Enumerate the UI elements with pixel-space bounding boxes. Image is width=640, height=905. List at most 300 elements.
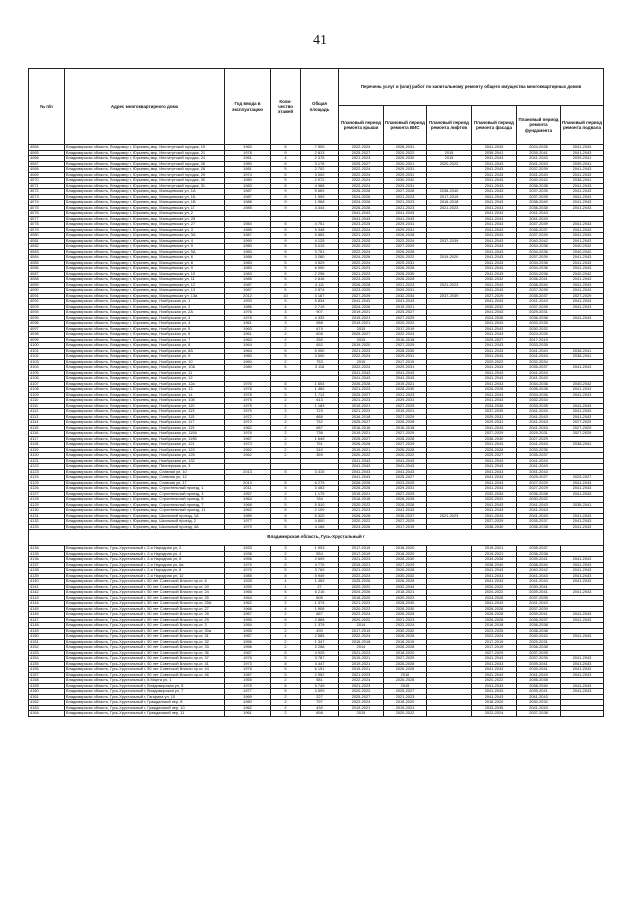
row-cell: 2 bbox=[271, 425, 301, 431]
row-cell: 1966 bbox=[225, 606, 271, 612]
row-address: Владимирская область, Владимир г, Юрьевец мкр, Ноябрьская ул, 123 bbox=[65, 447, 225, 453]
row-cell: 5 bbox=[271, 508, 301, 514]
row-cell: 2022-2024 bbox=[339, 634, 384, 640]
row-cell: 2021-2023 bbox=[339, 508, 384, 514]
row-address: Владимирская область, Гусь-Хрустальный г, 2-я Народная ул, 6 bbox=[65, 557, 225, 563]
row-cell: 2041-2043 bbox=[339, 216, 384, 222]
row-cell: 5 bbox=[271, 315, 301, 321]
row-cell: 2025-2027 bbox=[339, 420, 384, 426]
row-cell: 2024-2026 bbox=[339, 194, 384, 200]
row-address: Владимирская область, Гусь-Хрустальный г, 2-я Народная ул, 2 bbox=[65, 546, 225, 552]
row-number: 4107 bbox=[29, 381, 65, 387]
row-cell: 2041-2043 bbox=[561, 315, 604, 321]
row-address: Владимирская область, Владимир г, Юрьевец мкр, Ноябрьская ул, 7 bbox=[65, 337, 225, 343]
row-cell: 2037-2039 bbox=[517, 255, 561, 261]
row-cell: 227 bbox=[301, 694, 339, 700]
row-cell: 1 469 bbox=[301, 579, 339, 585]
row-cell: 5 bbox=[271, 392, 301, 398]
row-address: Владимирская область, Владимир г, Юрьевец мкр, Мальцевская ул, 27 bbox=[65, 222, 225, 228]
row-cell: 5 bbox=[271, 387, 301, 393]
row-cell: 5 bbox=[271, 271, 301, 277]
row-number: 4083 bbox=[29, 249, 65, 255]
row-cell: 2020-2022 bbox=[339, 519, 384, 525]
row-cell: 5 bbox=[271, 381, 301, 387]
row-cell: 5 834 bbox=[301, 299, 339, 305]
row-cell: 2022-2024 bbox=[472, 711, 517, 717]
row-cell: 2041-2043 bbox=[517, 348, 561, 354]
row-cell: 2029-2031 bbox=[472, 420, 517, 426]
row-address: Владимирская область, Владимир г, Юрьевец мкр, Ноябрьская ул, 8А bbox=[65, 348, 225, 354]
row-number: 4109 bbox=[29, 392, 65, 398]
row-number: 4137 bbox=[29, 562, 65, 568]
row-cell: 2026-2028 bbox=[384, 661, 427, 667]
row-cell: 2026-2028 bbox=[339, 381, 384, 387]
row-address: Владимирская область, Владимир г, Юрьевец мкр, Институтский городок, 21 bbox=[65, 150, 225, 156]
row-cell: 2041-2043 bbox=[561, 409, 604, 415]
row-cell: 2040-2042 bbox=[517, 634, 561, 640]
row-cell: 2041-2043 bbox=[472, 167, 517, 173]
row-cell: 1955 bbox=[225, 678, 271, 684]
row-cell: 2041-2043 bbox=[517, 601, 561, 607]
row-number: 4065 bbox=[29, 150, 65, 156]
row-cell: 2017-2019 bbox=[384, 359, 427, 365]
row-address: Владимирская область, Владимир г, Юрьевец мкр, Ноябрьская ул, 110 bbox=[65, 403, 225, 409]
row-number: 4158 bbox=[29, 678, 65, 684]
row-cell: 2041-2043 bbox=[561, 519, 604, 525]
row-cell: 2026-2028 bbox=[384, 497, 427, 503]
row-number: 4076 bbox=[29, 211, 65, 217]
row-cell: 2019-2021 bbox=[339, 403, 384, 409]
row-cell: 2039-2041 bbox=[517, 590, 561, 596]
row-cell: 5 bbox=[271, 260, 301, 266]
row-cell: 2017-2019 bbox=[517, 337, 561, 343]
row-cell: 2027-2029 bbox=[517, 486, 561, 492]
row-cell: 2041-2043 bbox=[472, 161, 517, 167]
row-cell: 2027-2029 bbox=[384, 442, 427, 448]
row-cell: 2037-2039 bbox=[517, 656, 561, 662]
row-cell: 2033-2035 bbox=[472, 705, 517, 711]
row-cell: 2022-2024 bbox=[339, 167, 384, 173]
row-cell: 2018-2020 bbox=[472, 700, 517, 706]
row-cell: 2 bbox=[271, 447, 301, 453]
row-cell: 608 bbox=[301, 332, 339, 338]
row-cell: 2025-2027 bbox=[339, 436, 384, 442]
row-cell: 2027-2029 bbox=[561, 293, 604, 299]
row-number: 4126 bbox=[29, 486, 65, 492]
row-cell: 5 749 bbox=[301, 683, 339, 689]
row-cell: 2016-2018 bbox=[384, 425, 427, 431]
row-cell: 9 bbox=[271, 189, 301, 195]
row-cell: 2038-2040 bbox=[517, 683, 561, 689]
row-cell: 2021-2023 bbox=[339, 557, 384, 563]
row-cell: 2035-2037 bbox=[517, 617, 561, 623]
row-cell: 2021-2023 bbox=[339, 156, 384, 162]
row-cell: 2026-2028 bbox=[384, 612, 427, 618]
row-cell: 2034-2036 bbox=[517, 271, 561, 277]
row-cell: 2041-2043 bbox=[561, 573, 604, 579]
row-cell: 2041-2043 bbox=[517, 172, 561, 178]
row-cell: 5 bbox=[271, 244, 301, 250]
row-cell: 2041-2043 bbox=[561, 304, 604, 310]
row-cell: 3 bbox=[271, 310, 301, 316]
row-cell: 2030-2032 bbox=[384, 573, 427, 579]
row-cell: 2041-2043 bbox=[561, 282, 604, 288]
row-address: Владимирская область, Владимир г, Юрьевец мкр, Ноябрьская ул, 119 bbox=[65, 425, 225, 431]
row-cell: 2028-2030 bbox=[384, 348, 427, 354]
row-cell: 2027-2029 bbox=[561, 431, 604, 437]
row-cell: 310 bbox=[301, 447, 339, 453]
row-number: 4133 bbox=[29, 524, 65, 530]
row-cell: 2041-2043 bbox=[561, 612, 604, 618]
row-cell: 2033-2035 bbox=[517, 321, 561, 327]
row-cell: 2038-2041 bbox=[561, 502, 604, 508]
row-cell: 2027-2029 bbox=[384, 244, 427, 250]
row-cell: 2027-2029 bbox=[384, 519, 427, 525]
row-cell: 2030-2032 bbox=[517, 700, 561, 706]
row-cell: 2041-2043 bbox=[561, 260, 604, 266]
row-cell: 2041-2043 bbox=[384, 464, 427, 470]
row-cell: 1967 bbox=[225, 612, 271, 618]
row-number: 4072 bbox=[29, 189, 65, 195]
row-cell: 1962 bbox=[225, 508, 271, 514]
row-cell: 2035-2037 bbox=[517, 227, 561, 233]
row-cell: 2030-2032 bbox=[472, 304, 517, 310]
row-cell: 2041-2043 bbox=[561, 568, 604, 574]
row-cell: 2019-2021 bbox=[384, 409, 427, 415]
row-cell: 1978 bbox=[225, 150, 271, 156]
row-cell: 2014 bbox=[339, 623, 384, 629]
row-cell: 988 bbox=[301, 321, 339, 327]
row-cell: 2019-2021 bbox=[339, 667, 384, 673]
row-cell: 1980 bbox=[225, 700, 271, 706]
row-number: 4070 bbox=[29, 178, 65, 184]
row-cell: 2023-2025 bbox=[339, 238, 384, 244]
row-cell: 797 bbox=[301, 700, 339, 706]
row-cell: 2040-2042 bbox=[561, 244, 604, 250]
row-address: Владимирская область, Владимир г, Юрьевец мкр, Мальцевская ул, 9 bbox=[65, 266, 225, 272]
row-cell: 2041-2043 bbox=[472, 579, 517, 585]
row-cell: 1 347 bbox=[301, 639, 339, 645]
row-number: 4108 bbox=[29, 387, 65, 393]
row-cell: 2041-2043 bbox=[517, 579, 561, 585]
row-cell: 2021-2023 bbox=[384, 200, 427, 206]
row-cell: 2041-2043 bbox=[472, 288, 517, 294]
row-cell: 2036-2038 bbox=[517, 645, 561, 651]
row-number: 4069 bbox=[29, 172, 65, 178]
row-number: 4127 bbox=[29, 491, 65, 497]
row-cell: 2025-2026 bbox=[339, 579, 384, 585]
row-cell: 2041-2043 bbox=[384, 376, 427, 382]
row-cell: 2041-2043 bbox=[517, 513, 561, 519]
row-cell: 2036-2038 bbox=[517, 315, 561, 321]
row-address: Владимирская область, Гусь-Хрустальный г, Владимирская ул, 7 bbox=[65, 689, 225, 695]
row-cell: 2034-2036 bbox=[517, 392, 561, 398]
row-cell: 1985 bbox=[225, 573, 271, 579]
row-cell: 1973 bbox=[225, 442, 271, 448]
row-number: 4097 bbox=[29, 326, 65, 332]
row-cell: 5 bbox=[271, 233, 301, 239]
row-cell: 2041-2043 bbox=[561, 194, 604, 200]
row-cell: 5 bbox=[271, 365, 301, 371]
row-cell: 2037-2039 bbox=[517, 288, 561, 294]
row-cell: 2041-2043 bbox=[384, 370, 427, 376]
row-cell: 1 360 bbox=[301, 387, 339, 393]
row-cell: 2041-2043 bbox=[472, 249, 517, 255]
row-cell: 2 bbox=[271, 645, 301, 651]
row-cell: 2024-2026 bbox=[517, 332, 561, 338]
row-number: 4113 bbox=[29, 414, 65, 420]
row-cell: 2 609 bbox=[301, 557, 339, 563]
row-cell: 5 bbox=[271, 562, 301, 568]
row-cell: 2041-2043 bbox=[472, 513, 517, 519]
row-cell: 1967 bbox=[225, 634, 271, 640]
row-cell: 2041-2043 bbox=[472, 227, 517, 233]
section-title: Владимирская область, Гусь-Хрустальный г bbox=[29, 530, 604, 546]
row-cell: 1966 bbox=[225, 590, 271, 596]
row-cell: 613 bbox=[301, 398, 339, 404]
row-cell: 2021-2023 bbox=[339, 266, 384, 272]
row-cell: 2041-2043 bbox=[472, 271, 517, 277]
row-cell: 2041-2043 bbox=[561, 392, 604, 398]
row-number: 4145 bbox=[29, 606, 65, 612]
row-cell: 2027-2029 bbox=[384, 491, 427, 497]
repair-schedule-table bbox=[28, 68, 604, 717]
row-cell: 2 bbox=[271, 326, 301, 332]
row-cell: 2040-2042 bbox=[517, 568, 561, 574]
row-address: Владимирская область, Гусь-Хрустальный г, 50 лет Советской Власти пр-кт, 8 bbox=[65, 579, 225, 585]
row-cell: 688 bbox=[301, 414, 339, 420]
row-cell: 2034-2036 bbox=[517, 381, 561, 387]
row-cell: 1976 bbox=[225, 656, 271, 662]
row-cell: 2019-2021 bbox=[384, 381, 427, 387]
row-cell: 2041-2043 bbox=[472, 211, 517, 217]
row-number: 4132 bbox=[29, 519, 65, 525]
row-cell: 2041-2043 bbox=[339, 475, 384, 481]
row-address: Владимирская область, Владимир г, Юрьевец мкр, Институтский городок, 26 bbox=[65, 161, 225, 167]
row-cell: 1979 bbox=[225, 568, 271, 574]
row-cell: 359 bbox=[301, 453, 339, 459]
row-number: 4152 bbox=[29, 645, 65, 651]
row-number: 4141 bbox=[29, 584, 65, 590]
row-cell: 2041-2043 bbox=[517, 469, 561, 475]
row-cell: 2041-2043 bbox=[472, 480, 517, 486]
row-cell: 2024-2026 bbox=[472, 595, 517, 601]
row-cell: 2015 bbox=[339, 326, 384, 332]
row-number: 4071 bbox=[29, 183, 65, 189]
row-number: 4096 bbox=[29, 321, 65, 327]
row-cell: 1960 bbox=[225, 359, 271, 365]
row-cell: 2022-2024 bbox=[472, 634, 517, 640]
row-number: 4087 bbox=[29, 271, 65, 277]
row-cell: 2034-2036 bbox=[517, 244, 561, 250]
row-cell: 2027-2029 bbox=[384, 414, 427, 420]
row-cell: 5 949 bbox=[301, 573, 339, 579]
row-cell: 2026-2031 bbox=[384, 145, 427, 151]
row-cell: 2039-2041 bbox=[561, 156, 604, 162]
row-cell: 2041-2043 bbox=[561, 365, 604, 371]
row-cell: 2019-2021 bbox=[339, 705, 384, 711]
row-cell: 2018-2019 bbox=[384, 639, 427, 645]
row-cell: 2041-2043 bbox=[472, 656, 517, 662]
row-cell: 4 111 bbox=[301, 282, 339, 288]
row-number: 4105 bbox=[29, 370, 65, 376]
row-cell: 2 bbox=[271, 453, 301, 459]
row-cell: 2019-2021 bbox=[384, 705, 427, 711]
row-cell: 1961 bbox=[225, 156, 271, 162]
row-cell: 2026-2028 bbox=[472, 606, 517, 612]
row-number: 4161 bbox=[29, 694, 65, 700]
row-cell: 2014 bbox=[339, 645, 384, 651]
row-cell: 5 bbox=[271, 469, 301, 475]
row-cell: 1955 bbox=[225, 617, 271, 623]
row-cell: 2022-2024 bbox=[339, 365, 384, 371]
row-cell: 4 775 bbox=[301, 562, 339, 568]
row-cell: 1 179 bbox=[301, 491, 339, 497]
row-cell: 2017-2019 bbox=[384, 524, 427, 530]
row-cell: 2026-2028 bbox=[384, 447, 427, 453]
row-cell: 1972 bbox=[225, 420, 271, 426]
row-cell: 3 176 bbox=[301, 161, 339, 167]
row-cell: 2035-2037 bbox=[517, 453, 561, 459]
row-cell: 2039-2041 bbox=[561, 161, 604, 167]
row-number: 4078 bbox=[29, 222, 65, 228]
row-cell: 2025-2027 bbox=[561, 475, 604, 481]
row-cell: 2026-2028 bbox=[339, 205, 384, 211]
row-number: 4064 bbox=[29, 145, 65, 151]
row-cell: 2017-2019 bbox=[472, 645, 517, 651]
row-number: 4149 bbox=[29, 628, 65, 634]
row-cell: 2025-2027 bbox=[384, 310, 427, 316]
row-address: Владимирская область, Владимир г, Юрьевец мкр, Мальцевская ул, 13а bbox=[65, 293, 225, 299]
row-cell: 2022-2024 bbox=[339, 178, 384, 184]
row-cell: 2036-2038 bbox=[517, 628, 561, 634]
row-cell: 2041-2043 bbox=[561, 579, 604, 585]
row-cell: 2038-2041 bbox=[561, 178, 604, 184]
row-cell: 2038-2041 bbox=[561, 354, 604, 360]
row-cell: 330 bbox=[301, 337, 339, 343]
row-cell: 2041-2043 bbox=[561, 557, 604, 563]
row-cell: 7 500 bbox=[301, 145, 339, 151]
row-cell: 2029-2031 bbox=[384, 398, 427, 404]
row-cell: 5 bbox=[271, 502, 301, 508]
row-cell: 1987 bbox=[225, 189, 271, 195]
row-cell: 2026-2028 bbox=[339, 486, 384, 492]
row-number: 4144 bbox=[29, 601, 65, 607]
row-cell: 2 bbox=[271, 442, 301, 448]
row-cell: 2029-2031 bbox=[384, 288, 427, 294]
row-number: 4135 bbox=[29, 551, 65, 557]
row-cell: 2030-2041 bbox=[517, 584, 561, 590]
row-cell: 667 bbox=[301, 612, 339, 618]
row-cell: 1976 bbox=[225, 381, 271, 387]
row-number: 4134 bbox=[29, 546, 65, 552]
row-cell: 2 bbox=[271, 359, 301, 365]
row-cell: 5 bbox=[271, 519, 301, 525]
row-cell: 2041-2043 bbox=[561, 683, 604, 689]
row-address: Владимирская область, Гусь-Хрустальный г, Гражданский пер, 10 bbox=[65, 705, 225, 711]
row-cell: 2026-2028 bbox=[384, 436, 427, 442]
row-cell: 2021-2023 bbox=[384, 392, 427, 398]
row-cell: 2041-2043 bbox=[561, 277, 604, 283]
row-cell: 2041-2043 bbox=[472, 370, 517, 376]
row-cell: 2041-2043 bbox=[472, 233, 517, 239]
row-number: 4159 bbox=[29, 683, 65, 689]
row-cell: 4 447 bbox=[301, 661, 339, 667]
row-cell: 4 bbox=[271, 579, 301, 585]
row-address: Владимирская область, Владимир г, Юрьевец мкр, Ноябрьская ул, 1 bbox=[65, 299, 225, 305]
row-cell: 3 599 bbox=[301, 689, 339, 695]
row-cell: 1961 bbox=[225, 321, 271, 327]
row-address: Владимирская область, Гусь-Хрустальный г, 50 лет Советской Власти пр-кт, 44 bbox=[65, 667, 225, 673]
row-cell: 2020-2022 bbox=[472, 497, 517, 503]
row-cell: 5 bbox=[271, 650, 301, 656]
row-cell: 4 344 bbox=[301, 205, 339, 211]
row-cell: 2026-2028 bbox=[339, 189, 384, 195]
row-cell: 2041-2043 bbox=[472, 244, 517, 250]
row-cell: 1 604 bbox=[301, 381, 339, 387]
row-cell: 2022-2024 bbox=[339, 172, 384, 178]
row-cell: 5 bbox=[271, 672, 301, 678]
row-cell: 2041-2043 bbox=[561, 667, 604, 673]
row-cell: 2028-2030 bbox=[384, 557, 427, 563]
row-cell: 2022-2024 bbox=[339, 678, 384, 684]
row-number: 4090 bbox=[29, 288, 65, 294]
row-cell: 2041-2043 bbox=[561, 617, 604, 623]
row-cell: 2027-2029 bbox=[384, 315, 427, 321]
row-cell: 1968 bbox=[225, 502, 271, 508]
row-number: 4163 bbox=[29, 705, 65, 711]
row-cell: 1977 bbox=[225, 519, 271, 525]
row-cell: 652 bbox=[301, 343, 339, 349]
row-cell: 2 874 bbox=[301, 288, 339, 294]
row-number: 4120 bbox=[29, 453, 65, 459]
row-cell: 5 320 bbox=[301, 513, 339, 519]
row-cell: 2041-2043 bbox=[561, 255, 604, 261]
row-cell: 2032-2034 bbox=[517, 359, 561, 365]
row-cell: 2022-2024 bbox=[339, 612, 384, 618]
row-cell: 1961 bbox=[225, 711, 271, 717]
row-cell: 1963 bbox=[225, 326, 271, 332]
row-cell: 2 bbox=[271, 332, 301, 338]
row-cell: 2030-2032 bbox=[384, 178, 427, 184]
row-cell: 753 bbox=[301, 359, 339, 365]
row-cell: 2026-2028 bbox=[384, 579, 427, 585]
row-cell: 4 bbox=[271, 634, 301, 640]
row-cell: 3 529 bbox=[301, 260, 339, 266]
row-cell: 2038-2040 bbox=[517, 282, 561, 288]
row-cell: 27 bbox=[301, 584, 339, 590]
row-number: 4112 bbox=[29, 409, 65, 415]
row-cell: 554 bbox=[301, 551, 339, 557]
row-number: 4138 bbox=[29, 568, 65, 574]
row-number: 4093 bbox=[29, 304, 65, 310]
row-cell: 1961 bbox=[225, 332, 271, 338]
row-cell: 2036-2038 bbox=[517, 491, 561, 497]
row-cell: 1964 bbox=[225, 497, 271, 503]
row-cell: 2027-2029 bbox=[384, 343, 427, 349]
row-cell: 2037-2039 bbox=[472, 409, 517, 415]
row-cell: 2037-2039 bbox=[517, 194, 561, 200]
row-address: Владимирская область, Владимир г, Юрьевец мкр, Ноябрьская ул, 3 bbox=[65, 315, 225, 321]
row-address: Владимирская область, Гусь-Хрустальный г, Владимирская ул, 5 bbox=[65, 683, 225, 689]
row-number: 4155 bbox=[29, 661, 65, 667]
row-cell: 1986 bbox=[225, 304, 271, 310]
row-cell: 723 bbox=[301, 409, 339, 415]
row-cell: 2032-2034 bbox=[517, 398, 561, 404]
row-cell: 9 bbox=[271, 238, 301, 244]
row-address: Владимирская область, Владимир г, Юрьевец мкр, Ноябрьская ул, 4 bbox=[65, 321, 225, 327]
row-cell: 2019-2021 bbox=[339, 656, 384, 662]
